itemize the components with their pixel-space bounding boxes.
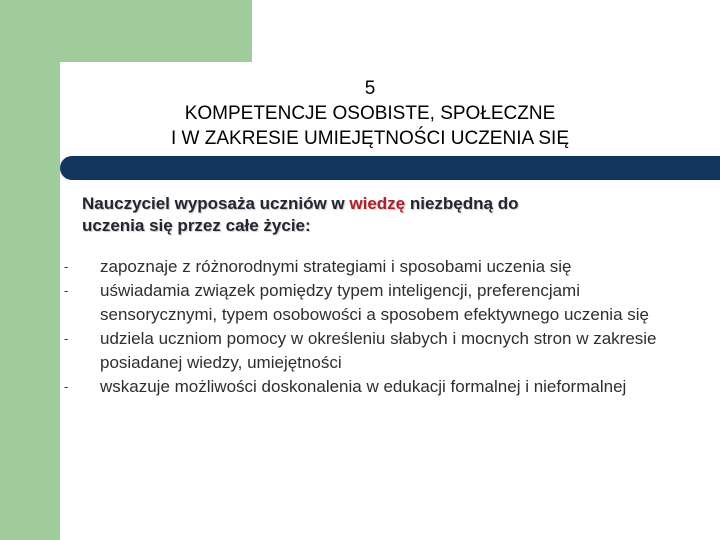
green-frame-left xyxy=(0,0,60,540)
list-item-text: wskazuje możliwości doskonalenia w edukacji formalnej i nieformalnej xyxy=(100,377,627,396)
bullet-dash: - xyxy=(64,379,69,394)
list-item xyxy=(64,279,694,327)
intro-line-1 xyxy=(82,193,682,215)
bullet-list xyxy=(64,255,694,399)
intro-part-1: Nauczyciel wyposaża uczniów w xyxy=(82,194,350,213)
intro-text xyxy=(82,193,682,237)
title-divider-bar xyxy=(60,156,720,180)
list-item xyxy=(64,255,694,279)
list-item-text: zapoznaje z różnorodnymi strategiami i sposobami uczenia się xyxy=(100,257,572,276)
intro-part-2: niezbędną do xyxy=(405,194,519,213)
list-item xyxy=(64,375,694,399)
intro-highlight: wiedzę xyxy=(349,194,406,213)
list-item xyxy=(64,327,694,375)
intro-line-2: uczenia się przez całe życie: xyxy=(82,216,311,235)
slide-title xyxy=(100,76,640,151)
list-item-text: udziela uczniom pomocy w określeniu słabych i mocnych stron w zakresie posiadanej wiedzy, umiejętności xyxy=(100,329,657,372)
list-item-text: uświadamia związek pomiędzy typem inteligencji, preferencjami sensorycznymi, typem osobowości a sposobem efektywnego uczenia się xyxy=(100,281,649,324)
bullet-dash: - xyxy=(64,283,69,298)
title-line-1: KOMPETENCJE OSOBISTE, SPOŁECZNE xyxy=(184,103,556,124)
title-line-2: I W ZAKRESIE UMIEJĘTNOŚCI UCZENIA SIĘ xyxy=(171,128,569,149)
bullet-dash: - xyxy=(64,259,69,274)
bullet-dash: - xyxy=(64,331,69,346)
slide-number: 5 xyxy=(364,78,376,99)
frame-rounded-corner xyxy=(60,62,100,102)
